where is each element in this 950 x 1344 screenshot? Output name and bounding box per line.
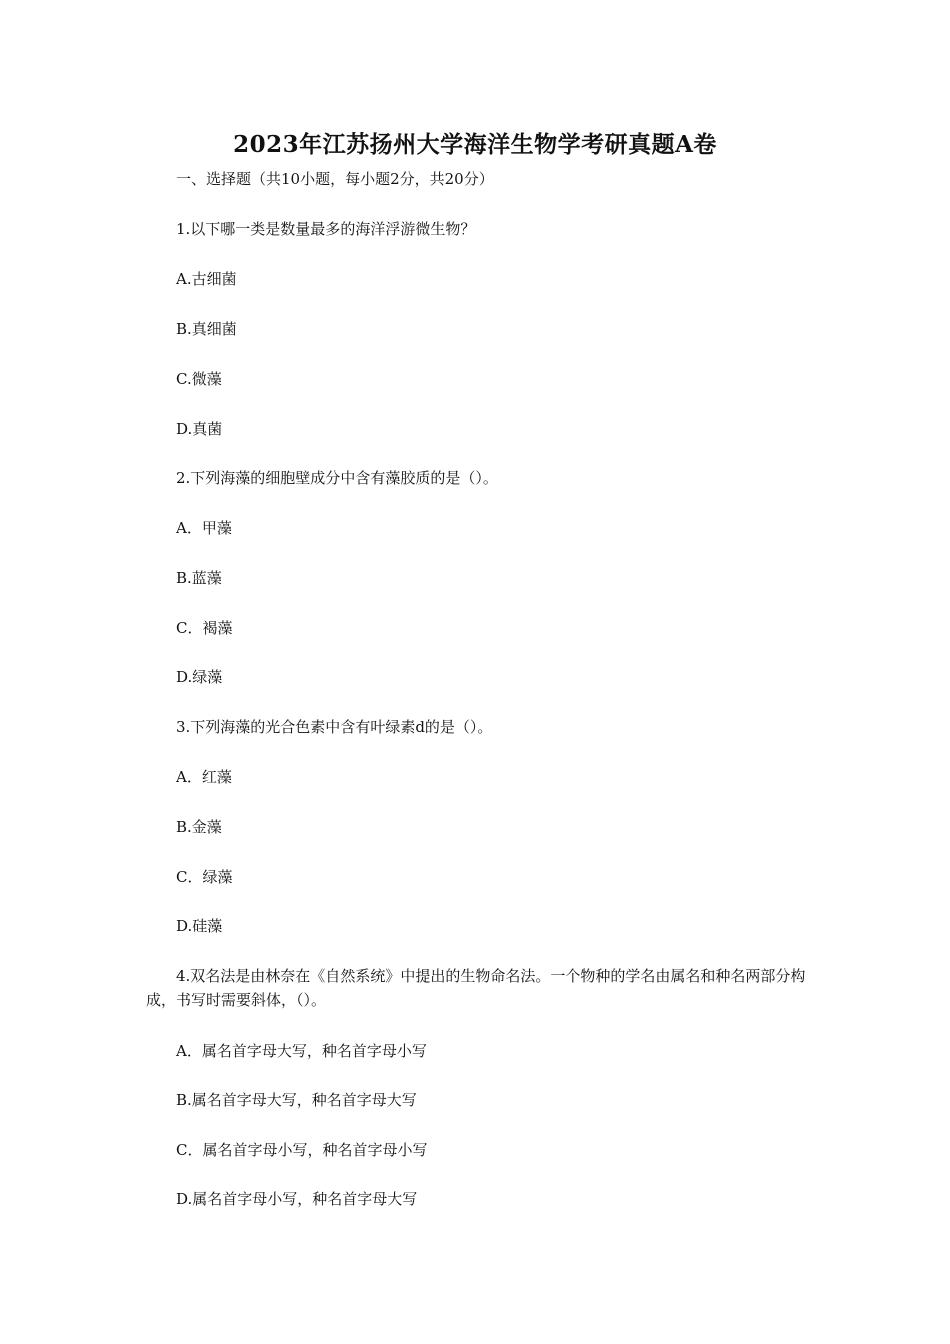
question-3-option-d: D.硅藻	[176, 917, 223, 935]
question-1-option-d: D.真菌	[176, 420, 223, 438]
question-3-option-a: A．红藻	[176, 768, 232, 786]
question-3-stem: 3.下列海藻的光合色素中含有叶绿素d的是（）。	[176, 718, 493, 736]
question-2-option-b: B.蓝藻	[176, 569, 222, 587]
question-3-option-b: B.金藻	[176, 818, 222, 836]
question-2-option-c: C．褐藻	[176, 619, 233, 637]
question-4-option-c: C．属名首字母小写，种名首字母小写	[176, 1141, 428, 1159]
question-1-stem: 1.以下哪一类是数量最多的海洋浮游微生物？	[176, 220, 476, 238]
question-4-stem: 4.双名法是由林奈在《自然系统》中提出的生物命名法。一个物种的学名由属名和种名两部分构成，书写时需要斜体，（）。	[146, 967, 806, 1009]
question-2-stem: 2.下列海藻的细胞壁成分中含有藻胶质的是（）。	[176, 469, 498, 487]
question-4-option-d: D.属名首字母小写，种名首字母大写	[176, 1190, 418, 1208]
document-title: 2023年江苏扬州大学海洋生物学考研真题A卷	[233, 131, 717, 158]
section-heading: 一、选择题（共10小题，每小题2分，共20分）	[176, 170, 494, 188]
question-1-option-b: B.真细菌	[176, 320, 237, 338]
question-1-option-c: C.微藻	[176, 370, 222, 388]
question-4-option-b: B.属名首字母大写，种名首字母大写	[176, 1091, 417, 1109]
question-2-option-d: D.绿藻	[176, 668, 223, 686]
question-2-option-a: A．甲藻	[176, 519, 232, 537]
question-3-option-c: C．绿藻	[176, 868, 233, 886]
question-1-option-a: A.古细菌	[176, 270, 237, 288]
question-4-option-a: A．属名首字母大写，种名首字母小写	[176, 1042, 427, 1060]
